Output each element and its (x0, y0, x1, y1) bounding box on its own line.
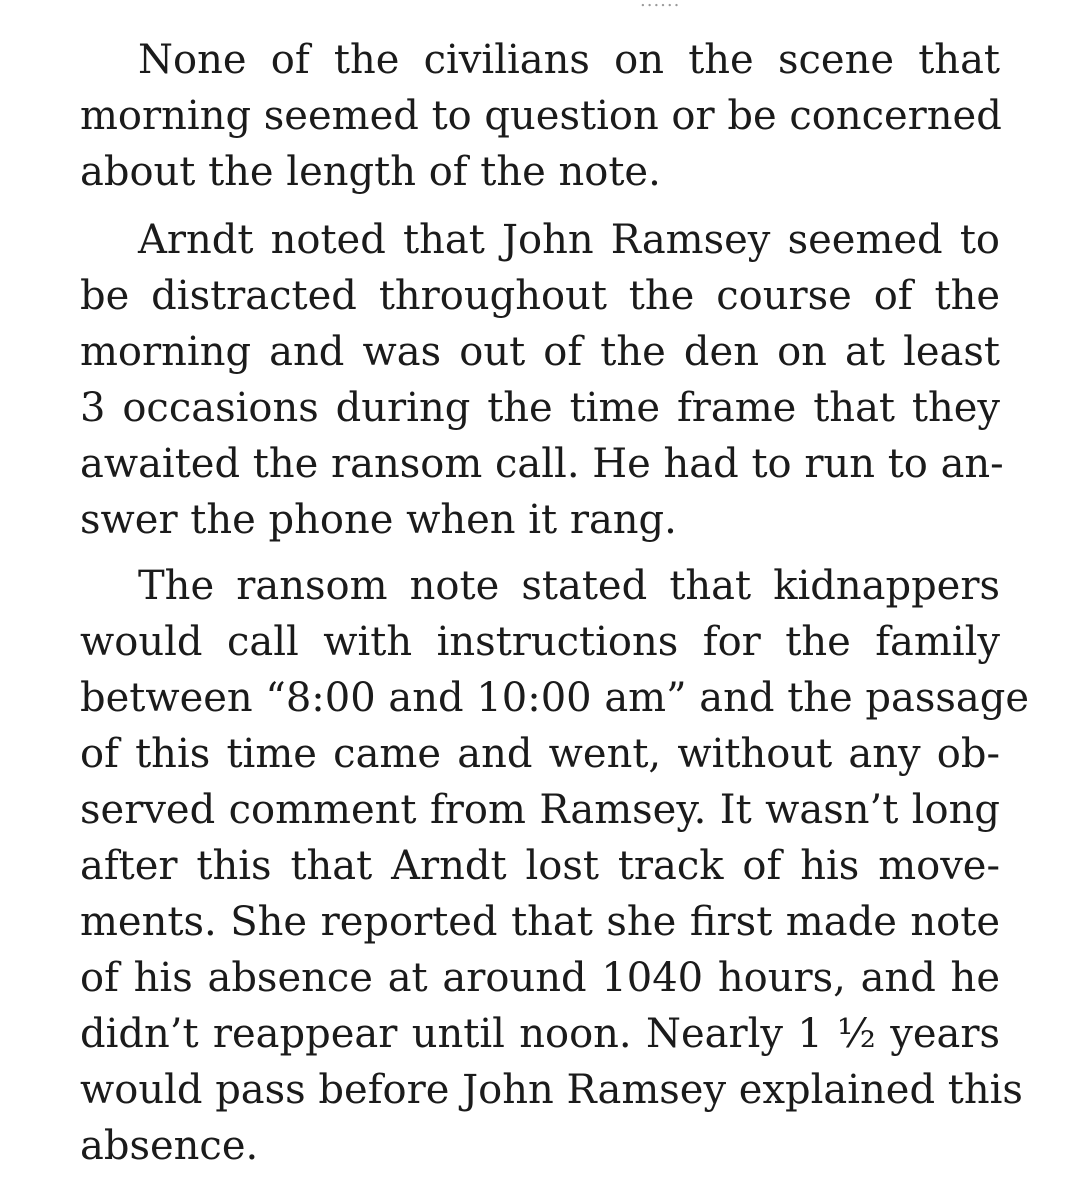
paragraph-2-line-4: 3 occasions during the time frame that they (80, 385, 1000, 431)
book-page (80, 0, 1030, 1200)
paragraph-3-line-8: of his absence at around 1040 hours, and he (80, 955, 1000, 1001)
paragraph-3-line-10: would pass before John Ramsey explained this (80, 1067, 1023, 1113)
paragraph-3-line-5: served comment from Ramsey. It wasn’t long (80, 787, 1000, 833)
paragraph-3-line-1: The ransom note stated that kidnappers (138, 563, 1000, 609)
paragraph-2-line-5: awaited the ransom call. He had to run to an- (80, 441, 1004, 487)
paragraph-3-line-2: would call with instructions for the family (80, 619, 1000, 665)
paragraph-3-line-4: of this time came and went, without any ob- (80, 731, 1000, 777)
paragraph-2-line-2: be distracted throughout the course of the (80, 273, 1000, 319)
paragraph-3-line-7: ments. She reported that she first made note (80, 899, 1000, 945)
paragraph-2-line-3: morning and was out of the den on at least (80, 329, 1000, 375)
paragraph-3-line-3: between “8:00 and 10:00 am” and the passage (80, 675, 1030, 721)
paragraph-3-line-9: didn’t reappear until noon. Nearly 1 ½ years (80, 1011, 1000, 1057)
cropped-header-text: ...... (640, 0, 681, 11)
paragraph-1-line-2: morning seemed to question or be concerned (80, 93, 1002, 139)
paragraph-3-line-11: absence. (80, 1123, 259, 1169)
paragraph-1-line-3: about the length of the note. (80, 149, 661, 195)
paragraph-2-line-6: swer the phone when it rang. (80, 497, 677, 543)
paragraph-1-line-1: None of the civilians on the scene that (138, 37, 1000, 83)
paragraph-2-line-1: Arndt noted that John Ramsey seemed to (138, 217, 1000, 263)
paragraph-3-line-6: after this that Arndt lost track of his move- (80, 843, 1000, 889)
